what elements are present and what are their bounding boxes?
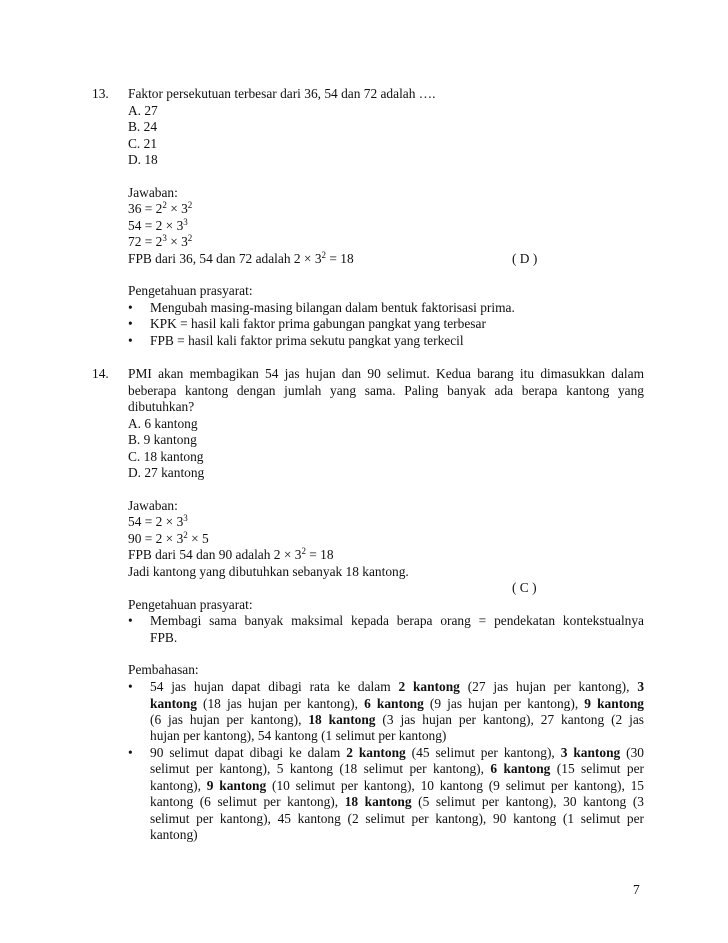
- pembahasan-1-line: hujan per kantong), 54 kantong (1 selimut per kantong): [150, 728, 447, 743]
- pembahasan-1-line: 54 jas hujan dapat dibagi rata ke dalam 2 kantong (27 jas hujan per kantong), 3: [150, 679, 645, 694]
- bullet: •: [128, 333, 133, 348]
- pembahasan-2-line: 90 selimut dapat dibagi ke dalam 2 kantong (45 selimut per kantong), 3 kantong (30: [150, 745, 644, 760]
- q14-fpb: FPB dari 54 dan 90 adalah $2 \times 3^2 = 18$: [128, 546, 334, 562]
- q14-option-d: D. 27 kantong: [128, 465, 205, 480]
- q13-option-b: B. 24: [128, 119, 158, 134]
- q13-option-c: C. 21: [128, 136, 158, 151]
- bullet: •: [128, 679, 133, 694]
- q13-option-d: D. 18: [128, 152, 158, 167]
- pembahasan-1-line: kantong (18 jas hujan per kantong), 6 kantong (9 jas hujan per kantong), 9 kantong: [150, 696, 644, 711]
- pembahasan-2-line: selimut per kantong), 45 kantong (2 selimut per kantong), 90 kantong (1 selimut per: [150, 811, 644, 826]
- q13-prasyarat-item: KPK = hasil kali faktor prima gabungan pangkat yang terbesar: [150, 316, 486, 331]
- pembahasan-2-line: kantong), 9 kantong (10 selimut per kantong), 10 kantong (9 selimut per kantong), 15: [150, 778, 644, 793]
- q14-option-b: B. 9 kantong: [128, 432, 197, 447]
- q14-option-a: A. 6 kantong: [128, 416, 198, 431]
- bullet: •: [128, 613, 133, 628]
- q13-fpb: FPB dari 36, 54 dan 72 adalah $2 \times 3^2 = 18$: [128, 250, 354, 266]
- q14-option-c: C. 18 kantong: [128, 449, 204, 464]
- q14-number: 14.: [92, 366, 109, 381]
- q13-eq-72: $72 = 2^3 \times 3^2$: [128, 233, 193, 249]
- q13-jawaban-label: Jawaban:: [128, 185, 178, 200]
- q14-jadi: Jadi kantong yang dibutuhkan sebanyak 18 kantong.: [128, 564, 409, 579]
- q14-question-line: dibutuhkan?: [128, 399, 195, 414]
- q13-question: Faktor persekutuan terbesar dari 36, 54 dan 72 adalah ….: [128, 86, 436, 101]
- q14-answer: ( C ): [512, 580, 537, 595]
- q14-question-line: PMI akan membagikan 54 jas hujan dan 90 selimut. Kedua barang itu dimasukkan dalam: [128, 366, 644, 381]
- q14-prasyarat-line: FPB.: [150, 630, 178, 645]
- q13-prasyarat-item: Mengubah masing-masing bilangan dalam bentuk faktorisasi prima.: [150, 300, 515, 315]
- q13-option-a: A. 27: [128, 103, 158, 118]
- q14-question-line: beberapa kantong dengan jumlah yang sama. Paling banyak ada berapa kantong yang: [128, 383, 644, 398]
- q13-eq-54: $54 = 2 \times 3^3$: [128, 217, 188, 233]
- q13-prasyarat-item: FPB = hasil kali faktor prima sekutu pangkat yang terkecil: [150, 333, 464, 348]
- q13-number: 13.: [92, 86, 109, 101]
- q13-eq-36: $36 = 2^2 \times 3^2$: [128, 200, 193, 216]
- q13-prasyarat-label: Pengetahuan prasyarat:: [128, 283, 253, 298]
- pembahasan-1-line: (6 jas hujan per kantong), 18 kantong (3 jas hujan per kantong), 27 kantong (2 jas: [150, 712, 644, 727]
- q14-pembahasan-label: Pembahasan:: [128, 662, 199, 677]
- q14-eq-90: $90 = 2 \times 3^2 \times 5$: [128, 530, 209, 546]
- bullet: •: [128, 300, 133, 315]
- pembahasan-2-line: kantong): [150, 827, 198, 842]
- bullet: •: [128, 316, 133, 331]
- pembahasan-2-line: kantong (6 selimut per kantong), 18 kantong (5 selimut per kantong), 30 kantong (3: [150, 794, 644, 809]
- bullet: •: [128, 745, 133, 760]
- q14-eq-54: $54 = 2 \times 3^3$: [128, 513, 188, 529]
- q14-jawaban-label: Jawaban:: [128, 498, 178, 513]
- q14-prasyarat-line: Membagi sama banyak maksimal kepada berapa orang = pendekatan kontekstualnya: [150, 613, 644, 628]
- q13-answer: ( D ): [512, 251, 538, 266]
- pembahasan-2-line: selimut per kantong), 5 kantong (18 selimut per kantong), 6 kantong (15 selimut per: [150, 761, 644, 776]
- q14-prasyarat-label: Pengetahuan prasyarat:: [128, 597, 253, 612]
- page-number: 7: [633, 882, 640, 897]
